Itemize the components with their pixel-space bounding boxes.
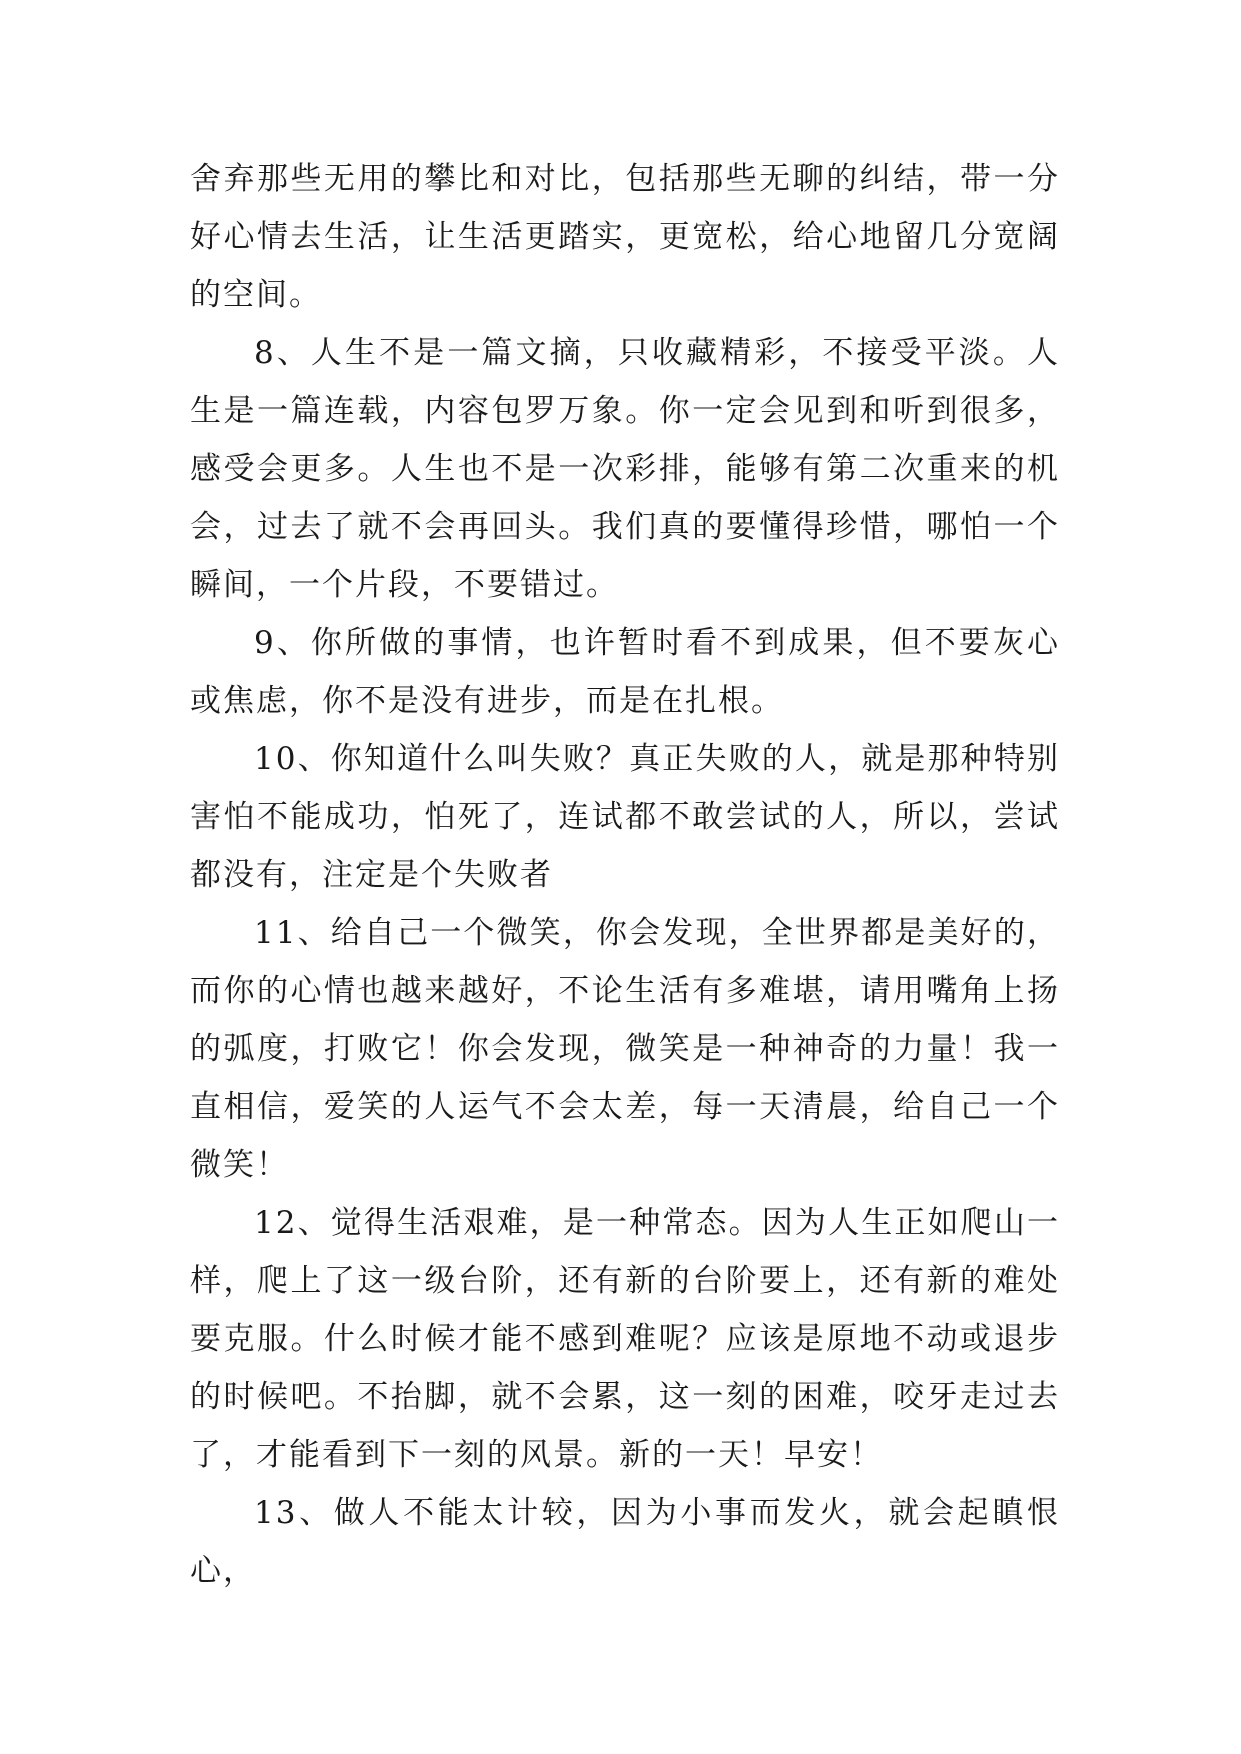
paragraph-item-13: 13、做人不能太计较，因为小事而发火，就会起瞋恨心， [190, 1495, 1060, 1589]
paragraph-item-10: 10、你知道什么叫失败？真正失败的人，就是那种特别害怕不能成功，怕死了，连试都不敢尝试的人，所以，尝试都没有，注定是个失败者 [190, 741, 1060, 893]
paragraph-item-8: 8、人生不是一篇文摘，只收藏精彩，不接受平淡。人生是一篇连载，内容包罗万象。你一定会见到和听到很多，感受会更多。人生也不是一次彩排，能够有第二次重来的机会，过去了就不会再回头。我们真的要懂得珍惜，哪怕一个瞬间，一个片段，不要错过。 [190, 335, 1060, 603]
document-body [190, 150, 1060, 1600]
paragraph-item-9: 9、你所做的事情，也许暂时看不到成果，但不要灰心或焦虑，你不是没有进步，而是在扎根。 [190, 625, 1060, 719]
paragraph-item-11: 11、给自己一个微笑，你会发现，全世界都是美好的，而你的心情也越来越好，不论生活有多难堪，请用嘴角上扬的弧度，打败它！你会发现，微笑是一种神奇的力量！我一直相信，爱笑的人运气不会太差，每一天清晨，给自己一个微笑！ [190, 915, 1060, 1183]
paragraph-continuation: 舍弃那些无用的攀比和对比，包括那些无聊的纠结，带一分好心情去生活，让生活更踏实，更宽松，给心地留几分宽阔的空间。 [190, 161, 1060, 313]
paragraph-item-12: 12、觉得生活艰难，是一种常态。因为人生正如爬山一样，爬上了这一级台阶，还有新的台阶要上，还有新的难处要克服。什么时候才能不感到难呢？应该是原地不动或退步的时候吧。不抬脚，就不会累，这一刻的困难，咬牙走过去了，才能看到下一刻的风景。新的一天！早安！ [190, 1205, 1060, 1473]
